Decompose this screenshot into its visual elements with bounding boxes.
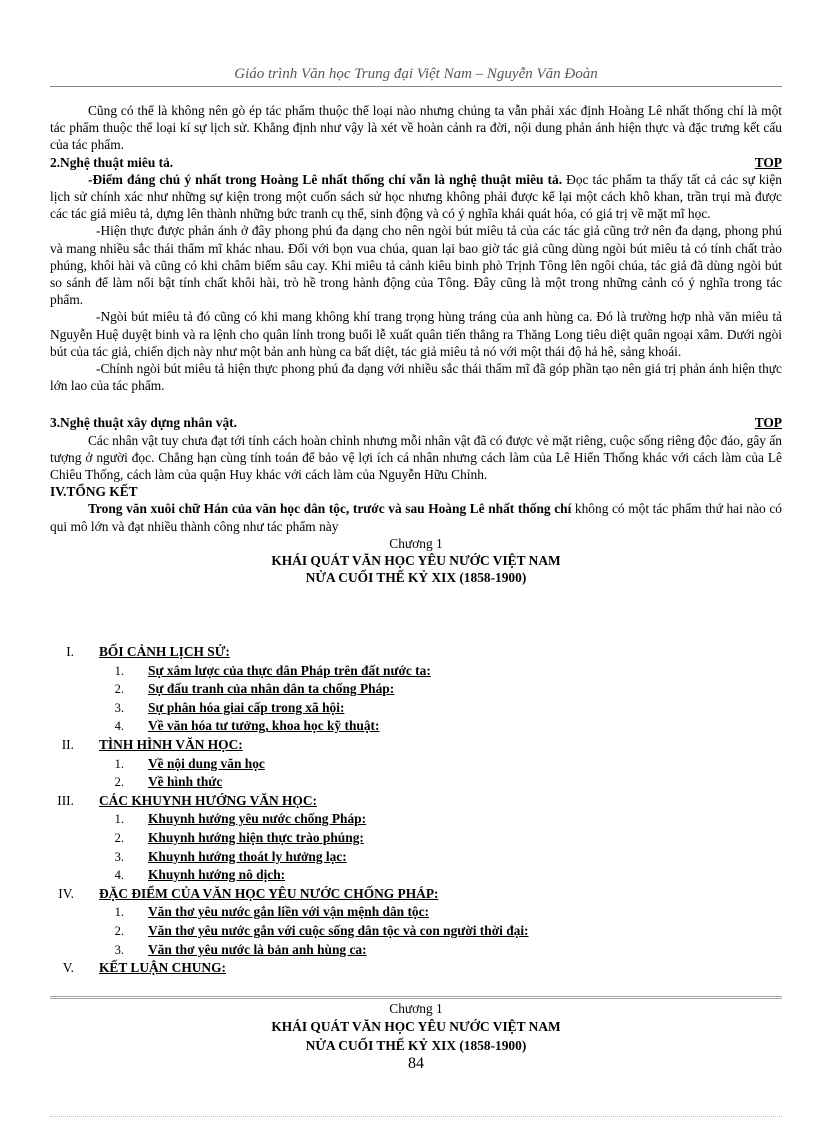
chapter-heading-repeat <box>50 1000 782 1055</box>
top-link-section-3[interactable]: TOP <box>754 415 782 431</box>
outline-item-number: 2. <box>114 923 124 938</box>
section-2-heading: 2.Nghệ thuật miêu tả. <box>50 154 174 170</box>
outline-section[interactable] <box>50 959 782 978</box>
section-2-heading-row <box>50 154 782 171</box>
document-page <box>50 0 782 1123</box>
outline-item[interactable] <box>50 810 782 829</box>
paragraph-s2-1-emphasis: -Điểm đáng chú ý nhất trong Hoàng Lê nhất thống chí vẫn là nghệ thuật miêu tả. <box>88 171 563 187</box>
chapter-title-line-2-repeat: NỬA CUỐI THẾ KỶ XIX (1858-1900) <box>305 1037 527 1053</box>
chapter-title-line-1: KHÁI QUÁT VĂN HỌC YÊU NƯỚC VIỆT NAM <box>271 553 561 569</box>
outline-item-label[interactable]: Về văn hóa tư tưởng, khoa học kỹ thuật: <box>148 718 380 734</box>
outline-item[interactable] <box>50 662 782 681</box>
paragraph-s2-4: -Chính ngòi bút miêu tả hiện thực phong phú đa dạng với nhiều sắc thái thẩm mĩ đã góp phần tạo nên giá trị phản ánh hiện thực lớn lao của tác phẩm. <box>50 361 782 394</box>
top-link-section-2[interactable]: TOP <box>754 154 782 170</box>
outline-item-number: 1. <box>114 812 124 827</box>
outline-item-label[interactable]: Khuynh hướng thoát ly hưởng lạc: <box>148 848 347 864</box>
outline-item-label[interactable]: Sự đấu tranh của nhân dân ta chống Pháp: <box>148 681 395 697</box>
paragraph-s2-2: -Hiện thực được phản ánh ở đây phong phú đa dạng cho nên ngòi bút miêu tả của các tác giả cũng trở nên đa dạng, phong phú và mang nhiều sắc thái thẩm mĩ khác nhau. Đối với bọn vua chúa, quan lại bao giờ tác giả cũng dùng ngòi bút miêu tả có tính chất trào phúng, khôi hài và cũng có khi châm biếm sâu cay. Khi miêu tả cảnh kiêu binh phò Trịnh Tông lên ngôi chúa, tác giả đã dùng ngòi bút so sánh để làm nổi bật tính chất khôi hài, trò hề trong hành động của Tông. Đây cũng là một trong những cảnh có ý nghĩa trong tác phẩm. <box>50 223 782 308</box>
outline-section[interactable] <box>50 736 782 755</box>
paragraph-s2-3: -Ngòi bút miêu tả đó cũng có khi mang không khí trang trọng hùng tráng của anh hùng ca. Đó là trường hợp nhà văn miêu tả Nguyễn Huệ duyệt binh và ra lệnh cho quân lính trong buổi lễ xuất quân tiến thẳng ra Thăng Long tiêu diệt quân ngoại xâm. Dưới ngòi bút của tác giả, chiến dịch này như một bản anh hùng ca bất diệt, tác giả miêu tả nó với một thái độ hả hê, sảng khoái. <box>50 309 782 359</box>
outline-section-number: I. <box>66 644 74 659</box>
outline-item[interactable] <box>50 717 782 736</box>
outline-section[interactable] <box>50 643 782 662</box>
outline-section-label[interactable]: BỐI CẢNH LỊCH SỬ: <box>99 644 230 659</box>
outline-item-label[interactable]: Khuynh hướng yêu nước chống Pháp: <box>148 811 367 827</box>
outline-item[interactable] <box>50 903 782 922</box>
footer-rule <box>50 1116 782 1117</box>
chapter-title-line-1-repeat: KHÁI QUÁT VĂN HỌC YÊU NƯỚC VIỆT NAM <box>271 1019 561 1035</box>
outline-item-label[interactable]: Khuynh hướng nô dịch: <box>148 867 286 883</box>
chapter-label-repeat: Chương 1 <box>389 1001 443 1016</box>
outline-section[interactable] <box>50 792 782 811</box>
outline-item[interactable] <box>50 941 782 960</box>
outline-item-number: 4. <box>114 868 124 883</box>
paragraph-s2-1 <box>50 171 782 223</box>
outline-item-label[interactable]: Văn thơ yêu nước là bản anh hùng ca: <box>148 941 367 957</box>
outline-section-label[interactable]: KẾT LUẬN CHUNG: <box>99 960 226 976</box>
chapter-label: Chương 1 <box>389 535 443 551</box>
outline-item-number: 1. <box>114 756 124 771</box>
section-3-heading: 3.Nghệ thuật xây dựng nhân vật. <box>50 415 237 431</box>
outline-item[interactable] <box>50 699 782 718</box>
outline-item-number: 4. <box>114 719 124 734</box>
outline-item-number: 3. <box>114 700 124 715</box>
outline-item[interactable] <box>50 866 782 885</box>
section-4-heading: IV.TỔNG KẾT <box>50 484 138 500</box>
outline-item-number: 2. <box>114 682 124 697</box>
outline-item-label[interactable]: Văn thơ yêu nước gắn với cuộc sống dân tộc và con người thời đại: <box>148 922 529 938</box>
paragraph-intro: Cũng có thể là không nên gò ép tác phẩm thuộc thể loại nào nhưng chúng ta vẫn phải xác định Hoàng Lê nhất thống chí là một tác phẩm thuộc thể loại kí sự lịch sử. Khẳng định như vậy là xét về hoàn cảnh ra đời, nội dung phản ánh hiện thực và đặc trưng kết cấu của tác phẩm. <box>50 103 782 153</box>
paragraph-s4-1-rest: không có một tác phẩm thứ hai nào có qui mô lớn và đạt nhiều thành công như tác phẩm này <box>50 501 782 534</box>
outline-item[interactable] <box>50 848 782 867</box>
body-text <box>50 102 782 586</box>
outline-section-number: III. <box>57 792 74 808</box>
spacer <box>50 394 782 414</box>
section-3-heading-row <box>50 414 782 431</box>
outline-section-number: V. <box>62 960 74 976</box>
paragraph-s2-1-rest: Đọc tác phẩm ta thấy tất cả các sự kiện lịch sử chính xác như những sự kiện trong một cuốn sách sử học nhưng không phải được kể lại một cách khô khan, trần trụi mà được các tác giả miêu tả, dựng lên thành những bức tranh cụ thể, sinh động và có ý nghĩa khái quát hóa, có giá trị về mặt mĩ học. <box>50 171 782 222</box>
outline-section-label[interactable]: ĐẶC ĐIỂM CỦA VĂN HỌC YÊU NƯỚC CHỐNG PHÁP: <box>99 885 439 901</box>
outline-item-label[interactable]: Về nội dung văn học <box>148 755 265 771</box>
outline-item-label[interactable]: Sự phân hóa giai cấp trong xã hội: <box>148 699 345 715</box>
outline-item-number: 2. <box>114 775 124 790</box>
outline-item-label[interactable]: Về hình thức <box>148 774 223 790</box>
section-separator <box>50 996 782 999</box>
outline-section-label[interactable]: TÌNH HÌNH VĂN HỌC: <box>99 736 243 752</box>
chapter-outline <box>50 643 782 978</box>
outline-section-label[interactable]: CÁC KHUYNH HƯỚNG VĂN HỌC: <box>99 792 317 808</box>
outline-item[interactable] <box>50 773 782 792</box>
outline-item-label[interactable]: Văn thơ yêu nước gắn liền với vận mệnh dân tộc: <box>148 904 430 920</box>
outline-item[interactable] <box>50 755 782 774</box>
outline-item-number: 3. <box>114 942 124 957</box>
header-rule <box>50 86 782 87</box>
outline-item[interactable] <box>50 922 782 941</box>
outline-item-label[interactable]: Sự xâm lược của thực dân Pháp trên đất nước ta: <box>148 662 431 678</box>
outline-item[interactable] <box>50 829 782 848</box>
outline-item-number: 1. <box>114 663 124 678</box>
outline-item-number: 3. <box>114 849 124 864</box>
outline-item-label[interactable]: Khuynh hướng hiện thực trào phúng: <box>148 829 364 845</box>
page-number: 84 <box>408 1055 424 1072</box>
outline-section-number: IV. <box>58 885 74 901</box>
outline-item-number: 1. <box>114 905 124 920</box>
paragraph-s3-1: Các nhân vật tuy chưa đạt tới tính cách hoàn chỉnh nhưng mỗi nhân vật đã có được vẻ mặt riêng, cuộc sống riêng độc đáo, gây ấn tượng ở người đọc. Chẳng hạn cùng tính toán để bảo vệ lợi ích cá nhân nhưng cách làm của Lê Hiển Thống khác với cách làm của Lê Chiêu Thống, cách làm của quận Huy khác với cách làm của Nguyễn Hữu Chỉnh. <box>50 432 782 483</box>
outline-section-number: II. <box>61 736 74 752</box>
outline-item[interactable] <box>50 680 782 699</box>
paragraph-s4-1 <box>50 500 782 534</box>
running-header: Giáo trình Văn học Trung đại Việt Nam – Nguyễn Văn Đoàn <box>234 66 598 82</box>
outline-section[interactable] <box>50 885 782 904</box>
chapter-title-line-2: NỬA CUỐI THẾ KỶ XIX (1858-1900) <box>305 570 527 586</box>
outline-item-number: 2. <box>114 830 124 845</box>
paragraph-s4-1-emphasis: Trong văn xuôi chữ Hán của văn học dân tộc, trước và sau Hoàng Lê nhất thống chí <box>88 501 572 517</box>
